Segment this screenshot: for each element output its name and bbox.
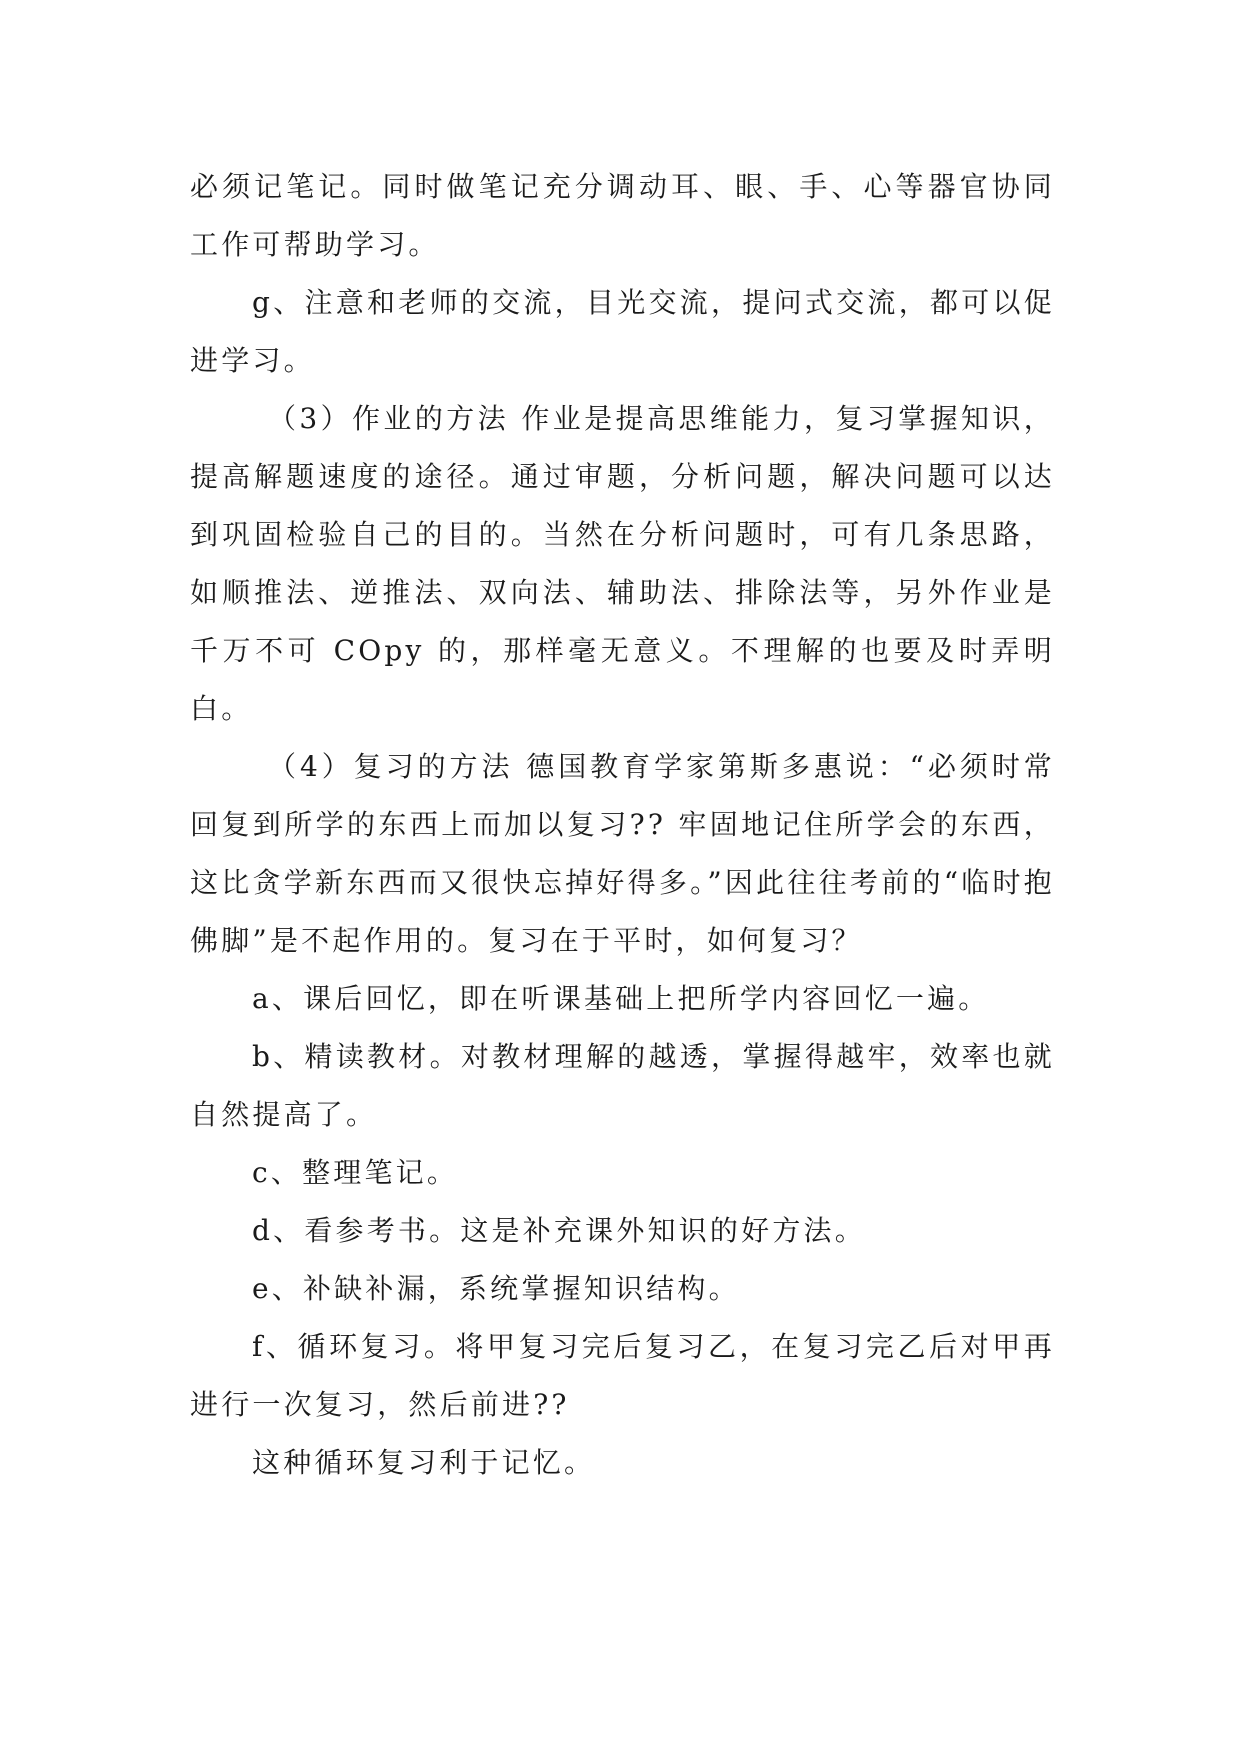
paragraph-note-taking-continued: 必须记笔记。同时做笔记充分调动耳、眼、手、心等器官协同工作可帮助学习。 <box>190 170 1055 261</box>
paragraph-item-d: d、看参考书。这是补充课外知识的好方法。 <box>252 1214 866 1247</box>
paragraph-homework-method: （3）作业的方法 作业是提高思维能力，复习掌握知识，提高解题速度的途径。通过审题，分析问题，解决问题可以达到巩固检验自己的目的。当然在分析问题时，可有几条思路，如顺推法、逆推法、双向法、辅助法、排除法等，另外作业是千万不可 COpy 的，那样毫无意义。不理解的也要及时弄明白。 <box>190 402 1055 725</box>
paragraph-review-method: （4）复习的方法 德国教育学家第斯多惠说：“必须时常回复到所学的东西上而加以复习?? 牢固地记住所学会的东西，这比贪学新东西而又很快忘掉好得多。”因此往往考前的“临时抱佛脚”是不起作用的。复习在于平时，如何复习？ <box>190 750 1055 957</box>
paragraph-item-g: g、注意和老师的交流，目光交流，提问式交流，都可以促进学习。 <box>190 286 1055 377</box>
paragraph-item-c: c、整理笔记。 <box>252 1156 459 1189</box>
paragraph-item-a: a、课后回忆，即在听课基础上把所学内容回忆一遍。 <box>252 982 990 1015</box>
paragraph-item-e: e、补缺补漏，系统掌握知识结构。 <box>252 1272 740 1305</box>
paragraph-item-b: b、精读教材。对教材理解的越透，掌握得越牢，效率也就自然提高了。 <box>190 1040 1055 1131</box>
paragraph-closing: 这种循环复习利于记忆。 <box>252 1446 596 1479</box>
paragraph-item-f: f、循环复习。将甲复习完后复习乙，在复习完乙后对甲再进行一次复习，然后前进?? <box>190 1330 1055 1421</box>
document-body <box>190 158 1055 1492</box>
